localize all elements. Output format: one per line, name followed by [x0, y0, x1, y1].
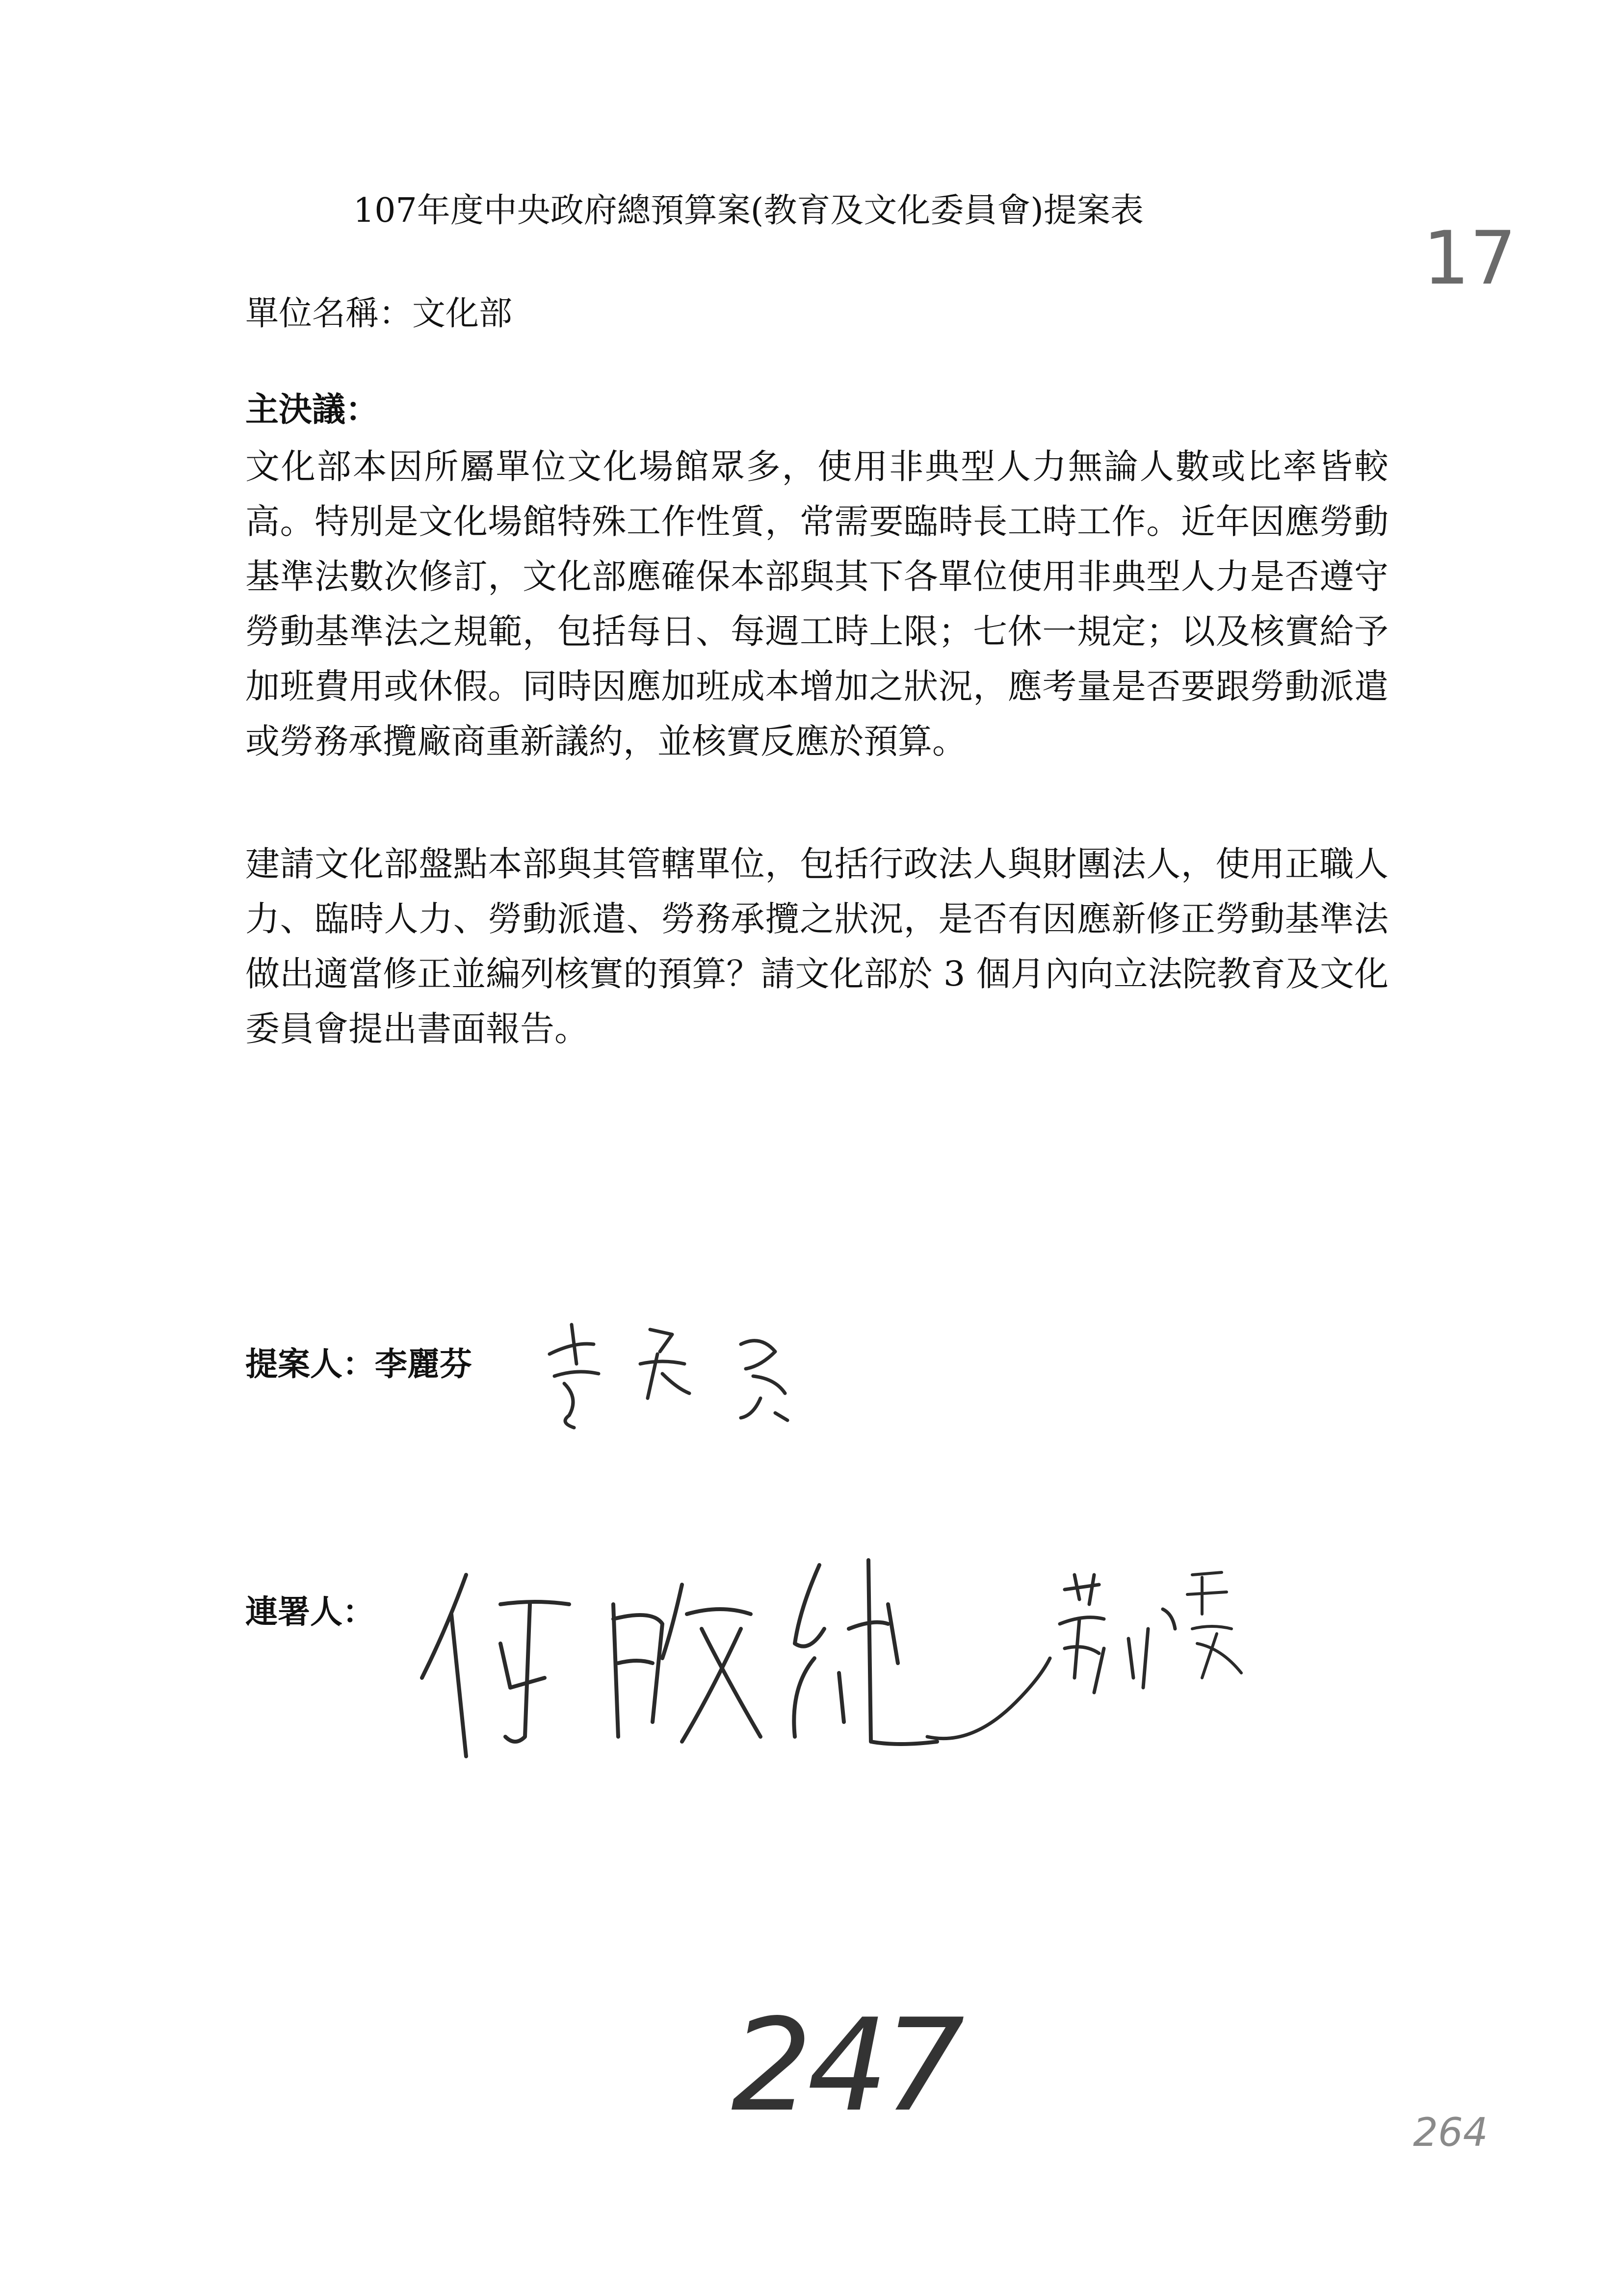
small-page-number: 264 [1413, 2110, 1488, 2155]
proposer-label: 提案人：李麗芬 [245, 1345, 472, 1383]
cosigner-signature [407, 1531, 1290, 1786]
footer-page-number: 247 [731, 1992, 960, 2140]
corner-page-number: 17 [1423, 216, 1517, 301]
cosigner-label: 連署人： [245, 1592, 375, 1631]
resolution-paragraph-2: 建請文化部盤點本部與其管轄單位，包括行政法人與財團法人，使用正職人力、臨時人力、勞動派遣、勞務承攬之狀況，是否有因應新修正勞動基準法做出適當修正並編列核實的預算？請文化部於 3 個月內向立法院教育及文化委員會提出書面報告。 [245, 844, 1388, 1049]
proposer-signature [530, 1295, 834, 1452]
document-title: 107年度中央政府總預算案(教育及文化委員會)提案表 [353, 191, 1144, 230]
resolution-paragraph-1: 文化部本因所屬單位文化場館眾多，使用非典型人力無論人數或比率皆較高。特別是文化場館特殊工作性質，常需要臨時長工時工作。近年因應勞動基準法數次修訂，文化部應確保本部與其下各單位使用非典型人力是否遵守勞動基準法之規範，包括每日、每週工時上限；七休一規定；以及核實給予加班費用或休假。同時因應加班成本增加之狀況，應考量是否要跟勞動派遣或勞務承攬廠商重新議約，並核實反應於預算。 [245, 446, 1388, 761]
unit-name: 單位名稱：文化部 [245, 294, 513, 333]
main-resolution-heading: 主決議： [245, 390, 379, 429]
